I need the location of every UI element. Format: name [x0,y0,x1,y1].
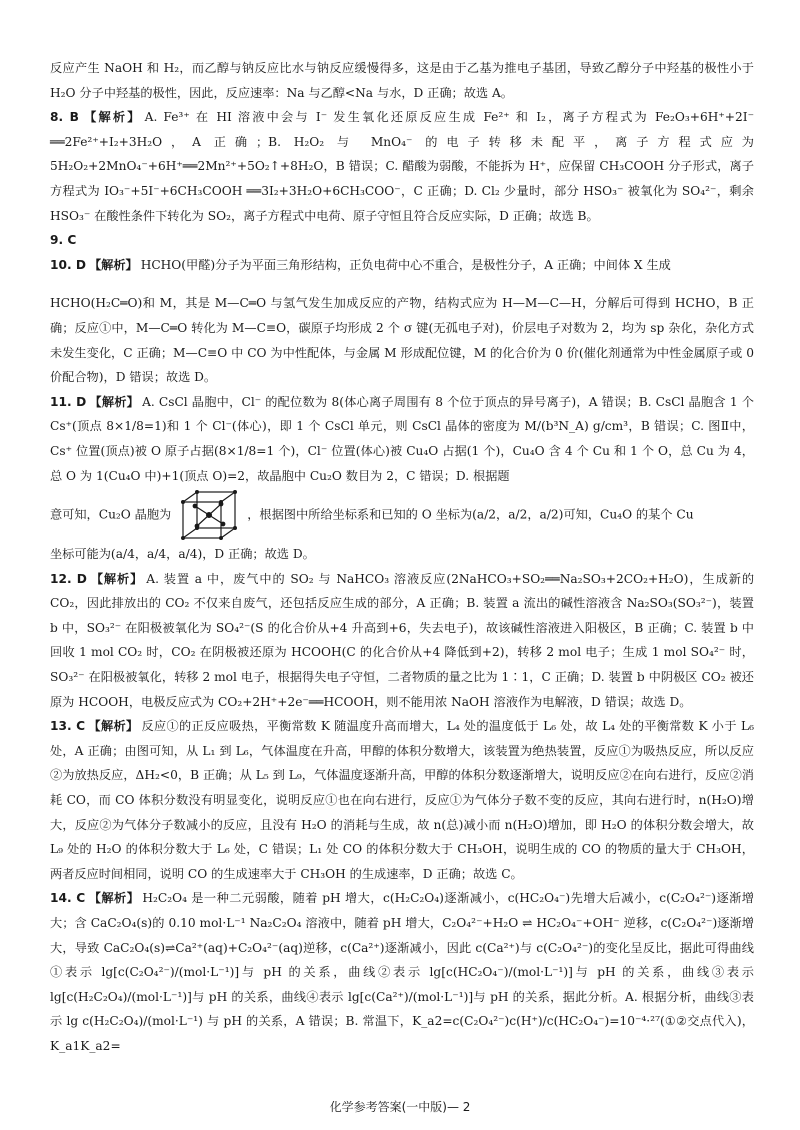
answer-item-8 [50,105,754,228]
answer-text: A. CsCl 晶胞中，Cl⁻ 的配位数为 8(体心离子周围有 8 个位于顶点的异号离子)，A 错误；B. CsCl 晶胞含 1 个 Cs⁺(顶点 8×1/8=1)和 1 个 Cl⁻(体心)，即 1 个 CsCl 单元，则 CsCl 晶体的密度为 M/(b³N_A) g/cm³，B 错误；C. 图Ⅱ中，Cs⁺ 位置(顶点)被 O 原子占据(8×1/8=1 个)，Cl⁻ 位置(体心)被 Cu₄O 占据(1 个)，Cu₄O 含 4 个 Cu 和 1 个 O，总 Cu 为 4，总 O 为 1(Cu₄O 中)+1(顶点 O)=2，故晶胞中 Cu₂O 数目为 2，C 错误；D. 根据题 [50,394,754,483]
answer-item-11-end [50,542,754,567]
answer-item-13 [50,714,754,886]
answer-text: 反应①的正反应吸热，平衡常数 K 随温度升高而增大，L₄ 处的温度低于 L₆ 处，故 L₄ 处的平衡常数 K 小于 L₆ 处，A 正确；由图可知，从 L₁ 到 L₆，气体温度在升高，甲醇的体积分数增大，该装置为绝热装置，反应①为吸热反应，所以反应②为放热反应，ΔH₂<0，B 正确；从 L₅ 到 L₉，气体温度逐渐升高，甲醇的体积分数逐渐增大，说明反应②在向右进行，反应②消耗 CO，而 CO 体积分数没有明显变化，说明反应①也在向右进行，反应①为气体分子数不变的反应，其向右进行时，n(H₂O)增大，反应②为气体分子数减小的反应，且没有 H₂O 的消耗与生成，故 n(总)减小而 n(H₂O)增加，即 H₂O 的体积分数会增大，故 L₉ 处的 H₂O 的体积分数大于 L₆ 处，C 错误；L₁ 处 CO 的体积分数大于 CH₃OH，说明生成的 CO 的物质的量大于 CH₃OH，两者反应时间相同，说明 CO 的生成速率大于 CH₃OH 的生成速率，D 正确；故选 C。 [50,719,755,881]
paragraph-7-continued [50,56,754,105]
analysis-tag: 【解析】 [89,394,140,409]
analysis-tag: 【解析】 [89,571,144,586]
paragraph-text: 反应产生 NaOH 和 H₂，而乙醇与钠反应比水与钠反应缓慢得多，这是由于乙基为推电子基团，导致乙醇分子中羟基的极性小于 H₂O 分子中羟基的极性，因此，反应速率：Na 与乙醇<Na 与水，D 正确；故选 A。 [50,61,754,100]
analysis-tag: 【解析】 [81,110,142,125]
analysis-tag: 【解析】 [88,257,138,272]
answer-item-12 [50,567,754,715]
question-number: 14. C [50,891,86,906]
answer-item-10 [50,253,754,278]
question-number: 10. D [50,257,86,272]
answer-text: A. Fe³⁺ 在 HI 溶液中会与 I⁻ 发生氧化还原反应生成 Fe²⁺ 和 I₂，离子方程式为 Fe₂O₃+6H⁺+2I⁻ ══2Fe²⁺+I₂+3H₂O，A 正确；B. H₂O₂ 与 MnO₄⁻ 的电子转移未配平，离子方程式应为 5H₂O₂+2MnO₄⁻+6H⁺══2Mn²⁺+5O₂↑+8H₂O，B 错误；C. 醋酸为弱酸，不能拆为 H⁺，应保留 CH₃COOH 分子形式，离子方程式为 IO₃⁻+5I⁻+6CH₃COOH ══3I₂+3H₂O+6CH₃COO⁻，C 正确；D. Cl₂ 少量时，部分 HSO₃⁻ 被氧化为 SO₄²⁻，剩余 HSO₃⁻ 在酸性条件下转化为 SO₂，离子方程式中电荷、原子守恒且符合反应实际，D 正确；故选 B。 [50,110,754,223]
answer-text: ，根据图中所给坐标系和已知的 O 坐标为(a/2，a/2，a/2)可知，Cu₄O 的某个 Cu [247,507,694,522]
question-number: 8. B [50,110,79,125]
answer-text: 坐标可能为(a/4，a/4，a/4)，D 正确；故选 D。 [50,547,315,562]
question-number: 9. C [50,233,77,248]
answer-text: 意可知，Cu₂O 晶胞为 [50,507,172,522]
answer-item-10-continued [50,291,754,389]
question-number: 12. D [50,571,87,586]
answer-item-14 [50,886,754,1058]
answer-item-9 [50,228,754,253]
analysis-tag: 【解析】 [88,891,140,906]
answer-item-11 [50,390,754,488]
question-number: 11. D [50,394,87,409]
cu2o-unit-cell-figure [177,488,241,542]
answer-text: A. 装置 a 中，废气中的 SO₂ 与 NaHCO₃ 溶液反应(2NaHCO₃+SO₂══Na₂SO₃+2CO₂+H₂O)，生成新的 CO₂，因此排放出的 CO₂ 不仅来自废气，还包括反应生成的部分，A 正确；B. 装置 a 流出的碱性溶液含 Na₂SO₃(SO₃²⁻)，装置 b 中，SO₃²⁻ 在阳极被氧化为 SO₄²⁻(S 的化合价从+4 升高到+6，失去电子)，故该碱性溶液进入阳极区，B 正确；C. 装置 b 中回收 1 mol CO₂ 时，CO₂ 在阴极被还原为 HCOOH(C 的化合价从+4 降低到+2)，转移 2 mol 电子；生成 1 mol SO₄²⁻ 时，SO₃²⁻ 在阳极被氧化，转移 2 mol 电子，根据得失电子守恒，二者物质的量之比为 1∶1，C 正确；D. 装置 b 中阴极区 CO₂ 被还原为 HCOOH，电极反应式为 CO₂+2H⁺+2e⁻══HCOOH，则不能用浓 NaOH 溶液作为电解液，D 错误；故选 D。 [50,571,755,709]
answer-item-11-figure-line [50,488,754,542]
analysis-tag: 【解析】 [88,719,139,734]
question-number: 13. C [50,719,86,734]
page-footer: 化学参考答案(一中版)— 2 [329,1100,471,1114]
answer-text: HCHO(H₂C═O)和 M，其是 M—C═O 与氢气发生加成反应的产物，结构式应为 H—M—C—H，分解后可得到 HCHO，B 正确；反应①中，M—C═O 转化为 M—C≡O，碳原子均形成 2 个 σ 键(无孤电子对)，价层电子对数为 2，均为 sp 杂化，杂化方式未发生变化，C 正确；M—C≡O 中 CO 为中性配体，与金属 M 形成配位键，M 的化合价为 0 价(催化剂通常为中性金属原子或 0 价配合物)，D 错误；故选 D。 [50,296,754,385]
answer-text: HCHO(甲醛)分子为平面三角形结构，正负电荷中心不重合，是极性分子，A 正确；中间体 X 生成 [140,257,671,272]
answer-text: H₂C₂O₄ 是一种二元弱酸，随着 pH 增大，c(H₂C₂O₄)逐渐减小，c(HC₂O₄⁻)先增大后减小，c(C₂O₄²⁻)逐渐增大；含 CaC₂O₄(s)的 0.10 mol·L⁻¹ Na₂C₂O₄ 溶液中，随着 pH 增大，C₂O₄²⁻+H₂O ⇌ HC₂O₄⁻+OH⁻ 逆移，c(C₂O₄²⁻)逐渐增大，导致 CaC₂O₄(s)⇌Ca²⁺(aq)+C₂O₄²⁻(aq)逆移，c(Ca²⁺)逐渐减小，因此 c(Ca²⁺)与 c(C₂O₄²⁻)的变化呈反比，据此可得曲线①表示 lg[c(C₂O₄²⁻)/(mol·L⁻¹)]与 pH 的关系，曲线②表示 lg[c(HC₂O₄⁻)/(mol·L⁻¹)]与 pH 的关系，曲线③表示 lg[c(H₂C₂O₄)/(mol·L⁻¹)]与 pH 的关系，曲线④表示 lg[c(Ca²⁺)/(mol·L⁻¹)]与 pH 的关系，据此分析。A. 根据分析，曲线③表示 lg c(H₂C₂O₄)/(mol·L⁻¹) 与 pH 的关系，A 错误；B. 常温下，K_a2=c(C₂O₄²⁻)c(H⁺)/c(HC₂O₄⁻)=10⁻⁴·²⁷(①②交点代入)，K_a1K_a2= [50,891,754,1053]
